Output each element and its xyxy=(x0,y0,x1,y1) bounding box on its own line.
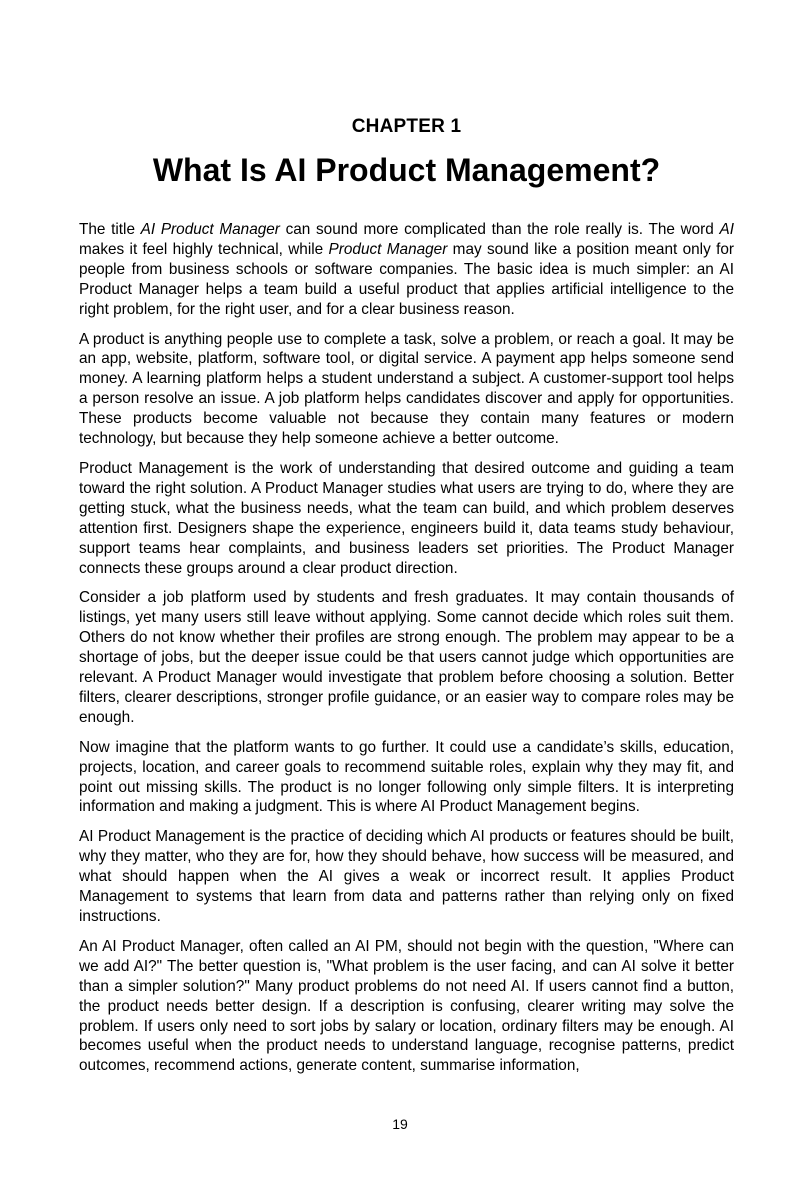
text-segment: makes it feel highly technical, while xyxy=(79,240,329,258)
paragraph xyxy=(79,827,734,927)
chapter-label: CHAPTER 1 xyxy=(351,116,462,137)
text-segment: can sound more complicated than the role really is. The word xyxy=(279,221,720,238)
text-segment: Consider a job platform used by students and fresh graduates. It may contain thousands of listings, yet many users still leave without applying. Some cannot decide which roles suit them. Others do not know whether their profiles are strong enough. The problem may appear to be a shortage of jobs, but the deeper issue could be that users cannot judge which opportunities are relevant. A Product Manager would investigate that problem before choosing a solution. Better filters, clearer descriptions, stronger profile guidance, or an easier way to compare roles may be enough. xyxy=(79,589,734,726)
paragraph xyxy=(79,330,734,449)
text-segment: The title xyxy=(79,221,141,238)
text-segment: may sound like a position meant only for people from business schools or software companies. The basic idea is much simpler: an AI Product Manager helps a team build a useful product that applies artificial intelligence to the right problem, for the right user, and for a clear business reason. xyxy=(79,240,734,318)
paragraph xyxy=(79,937,734,1076)
chapter-title: What Is AI Product Management? xyxy=(152,152,661,188)
italic-text-segment: AI xyxy=(719,221,734,238)
text-segment: An AI Product Manager, often called an AI PM, should not begin with the question, "Where can we add AI?" The better question is, "What problem is the user facing, and can AI solve it better than a simpler solution?" Many product problems do not need AI. If users cannot find a button, the product needs better design. If a description is confusing, clearer writing may solve the problem. If users only need to sort jobs by salary or location, ordinary filters may be enough. AI becomes useful when the product needs to understand language, recognise patterns, predict outcomes, recommend actions, generate content, summarise information, xyxy=(79,937,734,1075)
chapter-body xyxy=(79,220,734,1076)
paragraph xyxy=(79,459,734,578)
italic-text-segment: AI Product Manager xyxy=(140,221,280,238)
text-segment: Now imagine that the platform wants to go further. It could use a candidate’s skills, education, projects, location, and career goals to recommend suitable roles, explain why they may fit, and point out missing skills. The product is no longer following only simple filters. It is interpreting information and making a judgment. This is where AI Product Management begins. xyxy=(79,738,734,816)
paragraph xyxy=(79,220,734,320)
page-number: 19 xyxy=(392,1116,408,1132)
text-segment: AI Product Management is the practice of deciding which AI products or features should be built, why they matter, who they are for, how they should behave, how success will be measured, and what should happen when the AI gives a weak or incorrect result. It applies Product Management to systems that learn from data and patterns rather than relying only on fixed instructions. xyxy=(79,828,734,925)
paragraph xyxy=(79,588,734,727)
italic-text-segment: Product Manager xyxy=(328,240,448,258)
text-segment: A product is anything people use to complete a task, solve a problem, or reach a goal. It may be an app, website, platform, software tool, or digital service. A payment app helps someone send money. A learning platform helps a student understand a subject. A customer-support tool helps a person resolve an issue. A job platform helps candidates discover and apply for opportunities. These products become valuable not because they contain many features or modern technology, but because they help someone achieve a better outcome. xyxy=(79,330,734,448)
text-segment: Product Management is the work of understanding that desired outcome and guiding a team toward the right solution. A Product Manager studies what users are trying to do, where they are getting stuck, what the business needs, what the team can build, and which problem deserves attention first. Designers shape the experience, engineers build it, data teams study behaviour, support teams hear complaints, and business leaders set priorities. The Product Manager connects these groups around a clear product direction. xyxy=(79,459,734,577)
paragraph xyxy=(79,738,734,818)
